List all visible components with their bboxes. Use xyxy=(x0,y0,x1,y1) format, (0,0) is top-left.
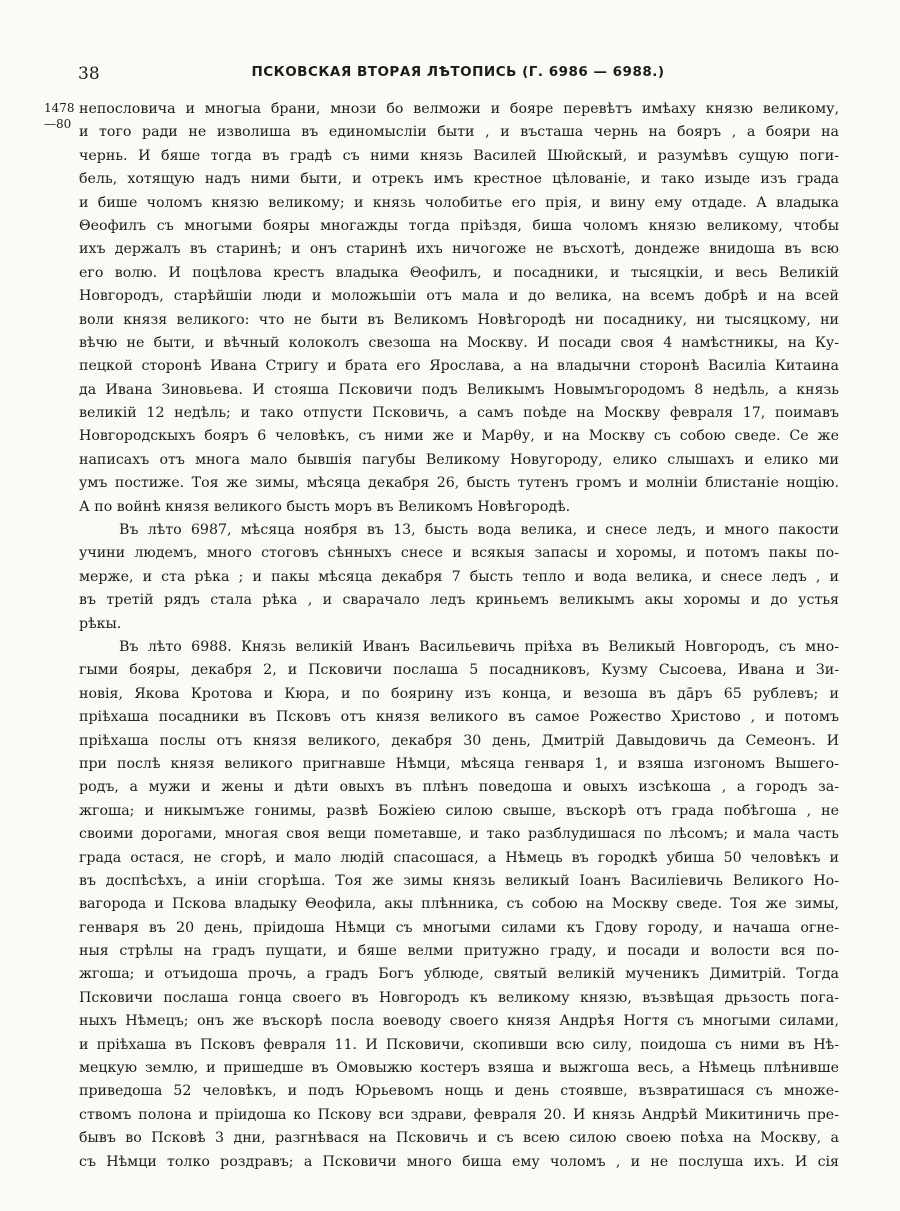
text-line: Въ лѣто 6987, мѣсяца ноября въ 13, бысть вода велика, и снесе ледъ, и много пакости xyxy=(119,522,839,539)
text-line xyxy=(79,1174,839,1197)
text-line: А по войнѣ князя великого бысть моръ въ Великомъ Новѣгородѣ. xyxy=(79,498,571,515)
running-title: ПСКОВСКАЯ ВТОРАЯ ЛѢТОПИСЬ (Г. 6986 — 6988.) xyxy=(251,64,665,80)
chronicle-text xyxy=(79,98,839,1197)
text-line: новiя, Якова Кротова и Кюра, и по боярину изъ конца, и везоша въ дāръ 65 рублевъ; и xyxy=(79,685,839,702)
page-number: 38 xyxy=(78,64,100,84)
text-line: Въ лѣто 6988. Князь великiй Иванъ Васильевичь прiѣха въ Великый Новгородъ, съ мно- xyxy=(119,638,839,655)
margin-year-range-note: —80 xyxy=(44,117,72,131)
text-line: бель, хотящую надъ ними быти, и отрекъ имъ крестное цѣлованiе, и тако изыде изъ града xyxy=(79,171,839,188)
text-line: прiѣхаша послы отъ князя великого, декабря 30 день, Дмитрiй Давыдовичь да Семеонъ. И xyxy=(79,732,839,749)
text-line: чернь. И бяше тогда въ градѣ съ ними князь Василей Шюйскый, и разумѣвъ сущую поги- xyxy=(79,147,839,164)
text-line: бывъ во Псковѣ 3 дни, разгнѣвася на Псковичь и съ всею силою своею поѣха на Москву, а xyxy=(79,1130,839,1147)
text-line: вагорода и Пскова владыку Θеофила, акы плѣнника, съ собою на Москву сведе. Тоя же зимы, xyxy=(79,896,839,913)
text-line: вѣчю не быти, и вѣчный колоколъ свезоша на Москву. И посади своя 4 намѣстникы, на Ку- xyxy=(79,334,839,351)
text-line: воли князя великого: что не быти въ Великомъ Новѣгородѣ ни посаднику, ни тысяцкому, ни xyxy=(79,311,839,328)
text-line: Псковичи послаша гонца своего въ Новгородъ къ великому князю, възвѣщая дрьзость пога- xyxy=(79,989,839,1006)
text-line: жгоша; и отъидоша прочь, а градъ Богъ ублюде, святый великiй мученикъ Димитрiй. Тогда xyxy=(79,966,839,983)
margin-year-note: 1478 xyxy=(44,101,75,115)
text-line: рѣкы. xyxy=(79,615,122,632)
text-line: да Ивана Зиновьева. И стояша Псковичи подъ Великымъ Новымъгородомъ 8 недѣль, а князь xyxy=(79,381,839,398)
text-line: мецкую землю, и пришедше въ Омовыжю костеръ взяша и выжгоша весь, а Нѣмець плѣнивше xyxy=(79,1060,839,1077)
text-line: генваря въ 20 день, прiидоша Нѣмци съ многыми силами къ Гдову городу, и начаша огне- xyxy=(79,919,839,936)
text-line: Новгородскыхъ бояръ 6 человѣкъ, съ ними же и Марθу, и на Москву съ собою сведе. Се же xyxy=(79,428,839,445)
text-line: великiй 12 недѣль; и тако отпусти Псковичь, а самъ поѣде на Москву февраля 17, поимавъ xyxy=(79,405,839,422)
text-line: жгоша; и никымъже гонимы, развѣ Божiею силою свыше, въскорѣ отъ града побѣгоша , не xyxy=(79,802,839,819)
text-line: мерже, и ста рѣка ; и пакы мѣсяца декабря 7 бысть тепло и вода велика, и снесе ледъ , и xyxy=(79,568,839,585)
text-line: при послѣ князя великого пригнавше Нѣмци, мѣсяца генваря 1, и взяша изгономъ Вышего- xyxy=(79,755,839,772)
text-line: и того ради не изволиша въ единомыслiи быти , и въсташа чернь на бояръ , а бояри на xyxy=(79,124,839,141)
text-line: въ доспѣсѣхъ, а инiи сгорѣша. Тоя же зимы князь великый Iоанъ Василiевичь Великого Но- xyxy=(79,872,839,889)
text-line: Θеофилъ съ многыми бояры многажды тогда прiѣздя, биша чоломъ князю великому, чтобы xyxy=(79,217,839,234)
text-line: въ третiй рядъ стала рѣка , и сварачало ледъ криньемъ великымъ акы хоромы и до устья xyxy=(79,592,839,609)
text-line: родъ, а мужи и жены и дѣти овыхъ въ плѣнъ поведоша и овыхъ изсѣкоша , а городъ за- xyxy=(79,779,839,796)
text-line: пецкой сторонѣ Ивана Стригу и брата его Ярослава, а на владычни сторонѣ Василiа Китаина xyxy=(79,358,839,375)
text-line: гыми бояры, декабря 2, и Псковичи послаша 5 посадниковъ, Кузму Сысоева, Ивана и Зи- xyxy=(79,662,839,679)
text-line: своими дорогами, многая своя вещи пометавше, и тако разблудишася по лѣсомъ; и мала часть xyxy=(79,826,839,843)
text-line: Новгородъ, старѣйшiи люди и моложьшiи отъ мала и до велика, на всемъ добрѣ и на всей xyxy=(79,288,839,305)
text-line: ныя стрѣлы на градъ пущати, и бяше велми притужно граду, и посади и волости вся по- xyxy=(79,943,839,960)
text-line: ствомъ полона и прiидоша ко Пскову вси здрави, февраля 20. И князь Андрѣй Микитиничь пре- xyxy=(79,1106,839,1123)
page-header xyxy=(78,60,838,88)
text-line: съ Нѣмци толко роздравъ; а Псковичи много биша ему чоломъ , и не послуша ихъ. И сiя xyxy=(79,1153,839,1170)
text-line: непословича и многыа брани, мнози бо велможи и бояре перевѣтъ имѣаху князю великому, xyxy=(79,101,839,117)
text-line: града остася, не сгорѣ, и мало людiй спасошася, а Нѣмець въ городкѣ убиша 50 человѣкъ и xyxy=(79,849,839,866)
text-line: и бише чоломъ князю великому; и князь чолобитье его прiя, и вину ему отдаде. А владыка xyxy=(79,194,839,211)
text-line: прiѣхаша посадники въ Псковъ отъ князя великого въ самое Рожество Христово , и потомъ xyxy=(79,709,839,726)
text-line: написахъ отъ многа мало бывшiя пагубы Великому Новугороду, елико слышахъ и елико ми xyxy=(79,451,839,468)
text-line: его волю. И поцѣлова крестъ владыка Θеофилъ, и посадники, и тысяцкiи, и весь Великiй xyxy=(79,264,839,281)
text-line: ихъ держалъ въ старинѣ; и онъ старинѣ ихъ ничогоже не въсхотѣ, дондеже внидоша въ всю xyxy=(79,241,839,258)
text-line: ныхъ Нѣмецъ; онъ же въскорѣ посла воеводу своего князя Андрѣя Ногтя съ многыми силами, xyxy=(79,1013,839,1030)
text-line: учини людемъ, много стоговъ сѣнныхъ снесе и всякыя запасы и хоромы, и потомъ пакы по- xyxy=(79,545,839,562)
text-line: приведоша 52 человѣкъ, и подъ Юрьевомъ нощь и день стоявше, възвратишася съ множе- xyxy=(79,1083,839,1100)
text-line: и прiѣхаша въ Псковъ февраля 11. И Псковичи, скопивши всю силу, поидоша съ ними въ Нѣ- xyxy=(79,1036,839,1053)
text-line: умъ постиже. Тоя же зимы, мѣсяца декабря 26, бысть тутенъ громъ и молнiи блистанiе нощiю. xyxy=(79,475,839,492)
